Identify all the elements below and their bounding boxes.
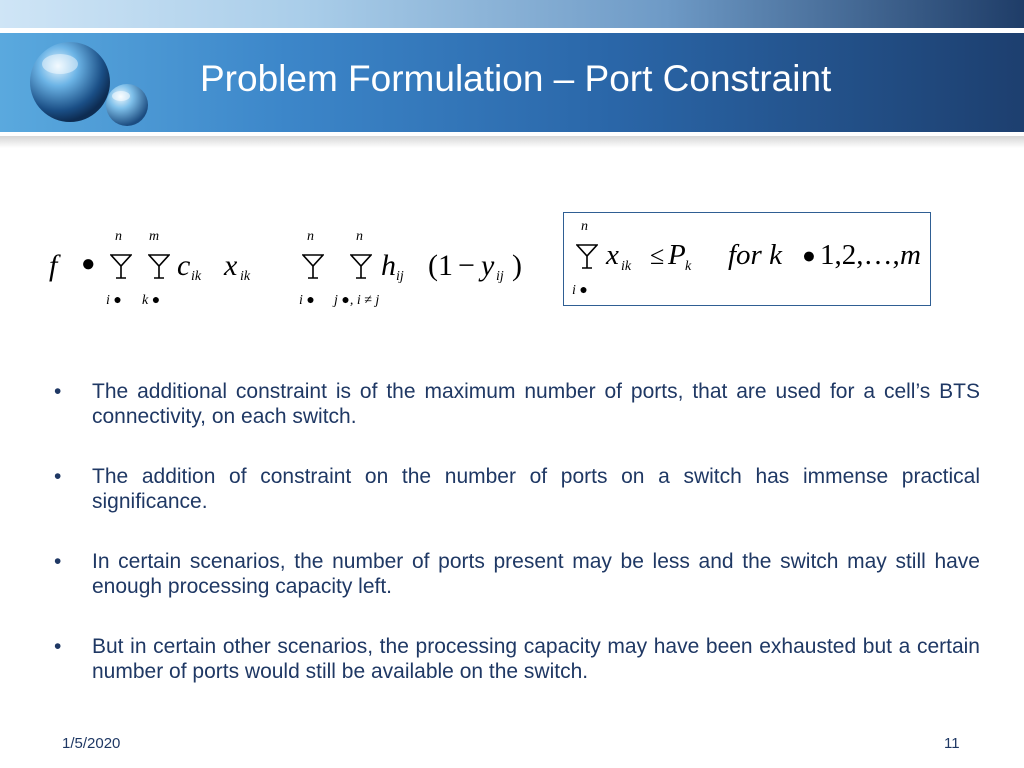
y-symbol: y bbox=[481, 249, 495, 282]
equals-glyph: ● bbox=[81, 251, 96, 277]
constraint-x-subscript: ik bbox=[621, 259, 632, 274]
sum1-icon bbox=[110, 253, 132, 279]
bullet-marker: • bbox=[54, 465, 62, 488]
sphere-logo-icon bbox=[22, 40, 157, 135]
constraint-sum-lower-limit: i ● bbox=[572, 283, 588, 298]
sum2-lower-limit: k ● bbox=[142, 293, 161, 308]
paren-close: ) bbox=[512, 249, 522, 282]
range-m-symbol: m bbox=[900, 239, 921, 271]
banner-shadow bbox=[0, 136, 1024, 148]
constraint-equals-glyph: ● bbox=[802, 243, 816, 268]
list-item bbox=[52, 549, 980, 599]
sum3-lower-limit: i ● bbox=[299, 293, 315, 308]
bullet-text: The addition of constraint on the number of ports on a switch has immense practical significance. bbox=[92, 465, 980, 513]
less-equal-sign: ≤ bbox=[650, 241, 665, 270]
sum3-icon bbox=[302, 253, 324, 279]
minus-sign: − bbox=[458, 249, 475, 282]
sum2-icon bbox=[148, 253, 170, 279]
constraint-sum-upper-limit: n bbox=[581, 219, 588, 234]
bullet-marker: • bbox=[54, 380, 62, 403]
page-number: 11 bbox=[944, 735, 960, 752]
sum1-lower-limit: i ● bbox=[106, 293, 122, 308]
bullet-text: The additional constraint is of the maximum number of ports, that are used for a cell’s BTS connectivity, on each switch. bbox=[92, 380, 980, 428]
h-subscript: ij bbox=[396, 269, 404, 284]
slide-title: Problem Formulation – Port Constraint bbox=[200, 58, 832, 99]
bullet-text: In certain scenarios, the number of ports present may be less and the switch may still have enough processing capacity left. bbox=[92, 550, 980, 598]
index-range: 1,2,…, bbox=[820, 239, 900, 271]
banner-top-band bbox=[0, 0, 1024, 28]
slide-date: 1/5/2020 bbox=[62, 735, 121, 752]
c-symbol: c bbox=[177, 249, 191, 282]
list-item bbox=[52, 379, 980, 429]
port-constraint-equation bbox=[563, 212, 931, 306]
constraint-x-symbol: x bbox=[606, 239, 619, 271]
sum4-icon bbox=[350, 253, 372, 279]
sum3-upper-limit: n bbox=[307, 229, 314, 244]
capacity-P-symbol: P bbox=[668, 239, 686, 271]
x-subscript: ik bbox=[240, 269, 251, 284]
f-symbol: f bbox=[49, 249, 58, 282]
sum1-upper-limit: n bbox=[115, 229, 122, 244]
paren-open: (1 bbox=[428, 249, 453, 282]
bullet-marker: • bbox=[54, 550, 62, 573]
c-subscript: ik bbox=[191, 269, 202, 284]
banner-divider bbox=[0, 28, 1024, 33]
list-item bbox=[52, 464, 980, 514]
bullet-marker: • bbox=[54, 635, 62, 658]
for-k-text: for k bbox=[728, 239, 782, 271]
sum2-upper-limit: m bbox=[149, 229, 160, 244]
list-item bbox=[52, 634, 980, 684]
capacity-P-subscript: k bbox=[685, 259, 692, 274]
y-subscript: ij bbox=[496, 269, 504, 284]
h-symbol: h bbox=[381, 249, 396, 282]
constraint-sum-icon bbox=[576, 243, 598, 269]
sum4-lower-limit: j ●, i ≠ j bbox=[334, 293, 380, 308]
objective-function-equation bbox=[44, 215, 564, 325]
x-symbol: x bbox=[224, 249, 238, 282]
bullet-text: But in certain other scenarios, the processing capacity may have been exhausted but a certain number of ports would still be available on the switch. bbox=[92, 635, 980, 683]
bullet-list bbox=[52, 379, 980, 719]
sum4-upper-limit: n bbox=[356, 229, 363, 244]
